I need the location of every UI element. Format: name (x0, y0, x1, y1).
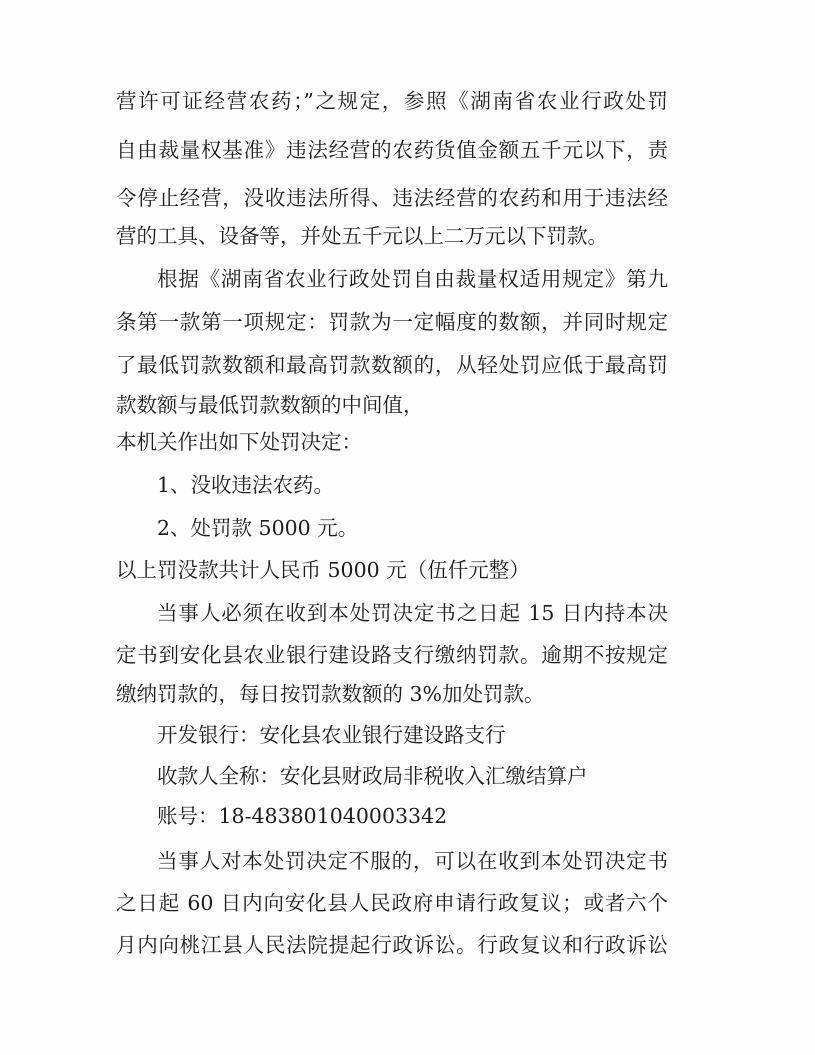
text-line-10: 1、没收违法农药。 (157, 473, 335, 497)
text-line-4: 营的工具、设备等，并处五千元以上二万元以下罚款。 (116, 224, 608, 248)
text-line-2: 自由裁量权基准》违法经营的农药货值金额五千元以下，责 (116, 138, 668, 162)
text-line-8: 款数额与最低罚款数额的中间值， (116, 393, 424, 417)
text-line-1: 营许可证经营农药；”之规定，参照《湖南省农业行政处罚 (116, 89, 668, 113)
text-line-17: 收款人全称：安化县财政局非税收入汇缴结算户 (157, 764, 588, 788)
text-line-12: 以上罚没款共计人民币 5000 元（伍仟元整） (116, 558, 530, 582)
text-line-5: 根据《湖南省农业行政处罚自由裁量权适用规定》第九 (157, 267, 668, 291)
text-line-3: 令停止经营，没收违法所得、违法经营的农药和用于违法经 (116, 186, 668, 210)
text-line-21: 月内向桃江县人民法院提起行政诉讼。行政复议和行政诉讼 (116, 933, 668, 957)
text-line-6: 条第一款第一项规定：罚款为一定幅度的数额，并同时规定 (116, 310, 668, 334)
text-line-11: 2、处罚款 5000 元。 (157, 516, 359, 540)
text-line-18: 账号：18-483801040003342 (157, 804, 448, 828)
text-line-16: 开发银行：安化县农业银行建设路支行 (157, 723, 506, 747)
text-line-13: 当事人必须在收到本处罚决定书之日起 15 日内持本决 (157, 601, 668, 625)
text-line-9: 本机关作出如下处罚决定： (116, 430, 362, 454)
text-line-15: 缴纳罚款的，每日按罚款数额的 3%加处罚款。 (116, 682, 545, 706)
text-line-19: 当事人对本处罚决定不服的，可以在收到本处罚决定书 (157, 849, 668, 873)
text-line-20: 之日起 60 日内向安化县人民政府申请行政复议；或者六个 (116, 891, 668, 915)
text-line-14: 定书到安化县农业银行建设路支行缴纳罚款。逾期不按规定 (116, 643, 668, 667)
text-line-7: 了最低罚款数额和最高罚款数额的，从轻处罚应低于最高罚 (116, 353, 668, 377)
